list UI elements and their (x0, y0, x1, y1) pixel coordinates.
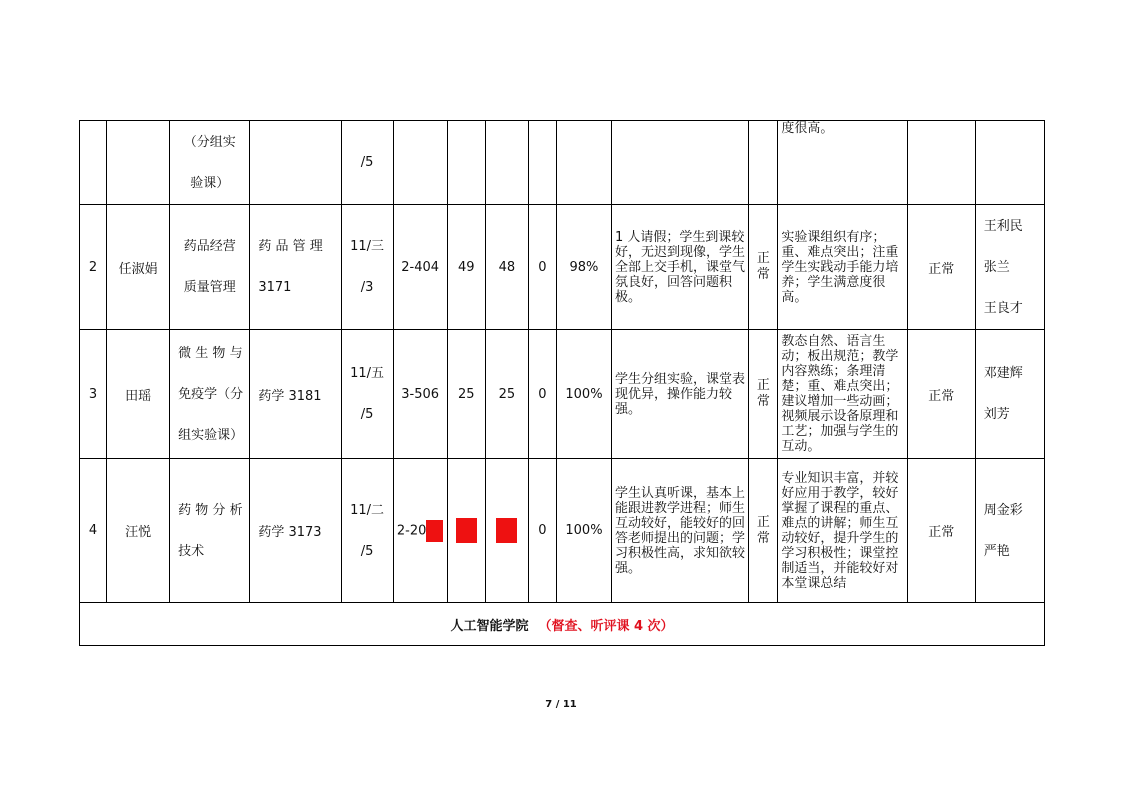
cell-situation (612, 121, 749, 205)
cell-rate: 100% (556, 330, 611, 459)
cell-enrolled (447, 459, 485, 603)
redaction-mark (496, 518, 517, 543)
cell-day: 11/五 /5 (341, 330, 393, 459)
page-number: 7 / 11 (545, 699, 577, 710)
cell-day: 11/三 /3 (341, 205, 393, 330)
table-row (80, 205, 1045, 330)
cell-status: 正 常 (749, 205, 778, 330)
cell-absent: 0 (528, 330, 556, 459)
cell-rate: 100% (556, 459, 611, 603)
cell-room (393, 121, 447, 205)
inspection-table (79, 120, 1045, 646)
cell-inspectors (975, 121, 1044, 205)
cell-inspectors: 王利民 张兰 王良才 (975, 205, 1044, 330)
cell-result: 正常 (907, 330, 975, 459)
cell-course: （分组实 验课） (170, 121, 250, 205)
cell-review: 度很高。 (778, 121, 907, 205)
cell-rate (556, 121, 611, 205)
cell-day: 11/二 /5 (341, 459, 393, 603)
cell-teacher (107, 121, 170, 205)
redaction-mark (426, 520, 443, 542)
cell-result: 正常 (907, 459, 975, 603)
cell-status: 正 常 (749, 459, 778, 603)
cell-status: 正 常 (749, 330, 778, 459)
table-row (80, 459, 1045, 603)
cell-present (485, 121, 528, 205)
cell-absent (528, 121, 556, 205)
cell-course: 微 生 物 与 免疫学（分 组实验课） (170, 330, 250, 459)
cell-class: 药学 3181 (250, 330, 341, 459)
redaction-mark (456, 518, 477, 543)
cell-status (749, 121, 778, 205)
cell-situation: 学生认真听课，基本上能跟进教学进程；师生互动较好，能较好的回答老师提出的问题；学习积极性高，求知欲较强。 (612, 459, 749, 603)
cell-present (485, 459, 528, 603)
cell-inspectors: 邓建辉 刘芳 (975, 330, 1044, 459)
section-subtitle: （督查、听评课 4 次） (538, 618, 674, 634)
section-header-row (80, 603, 1045, 646)
cell-no: 3 (80, 330, 107, 459)
cell-class: 药 品 管 理 3171 (250, 205, 341, 330)
cell-room (393, 459, 447, 603)
cell-teacher: 田瑶 (107, 330, 170, 459)
table-row-continuation (80, 121, 1045, 205)
cell-present: 25 (485, 330, 528, 459)
cell-teacher: 汪悦 (107, 459, 170, 603)
cell-no (80, 121, 107, 205)
cell-review: 专业知识丰富，并较好应用于教学，较好掌握了课程的重点、难点的讲解；师生互动较好，提升学生的学习积极性；课堂控制适当，并能较好对本堂课总结 (778, 459, 907, 603)
cell-enrolled: 49 (447, 205, 485, 330)
cell-room: 3-506 (393, 330, 447, 459)
cell-class: 药学 3173 (250, 459, 341, 603)
cell-class (250, 121, 341, 205)
cell-inspectors: 周金彩 严艳 (975, 459, 1044, 603)
cell-absent: 0 (528, 459, 556, 603)
cell-no: 2 (80, 205, 107, 330)
cell-situation: 学生分组实验，课堂表现优异，操作能力较强。 (612, 330, 749, 459)
cell-absent: 0 (528, 205, 556, 330)
table-row (80, 330, 1045, 459)
cell-teacher: 任淑娟 (107, 205, 170, 330)
cell-situation: 1 人请假；学生到课较好，无迟到现像，学生全部上交手机，课堂气氛良好，回答问题积极。 (612, 205, 749, 330)
cell-no: 4 (80, 459, 107, 603)
cell-course: 药品经营 质量管理 (170, 205, 250, 330)
cell-review: 教态自然、语言生动；板出规范；教学内容熟练；条理清楚；重、难点突出；建议增加一些动画；视频展示设备原理和工艺；加强与学生的互动。 (778, 330, 907, 459)
cell-result: 正常 (907, 205, 975, 330)
cell-present: 48 (485, 205, 528, 330)
room-text: 2-20 (396, 523, 427, 538)
section-header (80, 603, 1045, 646)
cell-result (907, 121, 975, 205)
cell-day: /5 (341, 121, 393, 205)
cell-enrolled: 25 (447, 330, 485, 459)
section-title: 人工智能学院 (450, 618, 529, 634)
cell-review: 实验课组织有序；重、难点突出；注重学生实践动手能力培养；学生满意度很高。 (778, 205, 907, 330)
cell-course: 药 物 分 析 技术 (170, 459, 250, 603)
cell-rate: 98% (556, 205, 611, 330)
cell-room: 2-404 (393, 205, 447, 330)
cell-enrolled (447, 121, 485, 205)
